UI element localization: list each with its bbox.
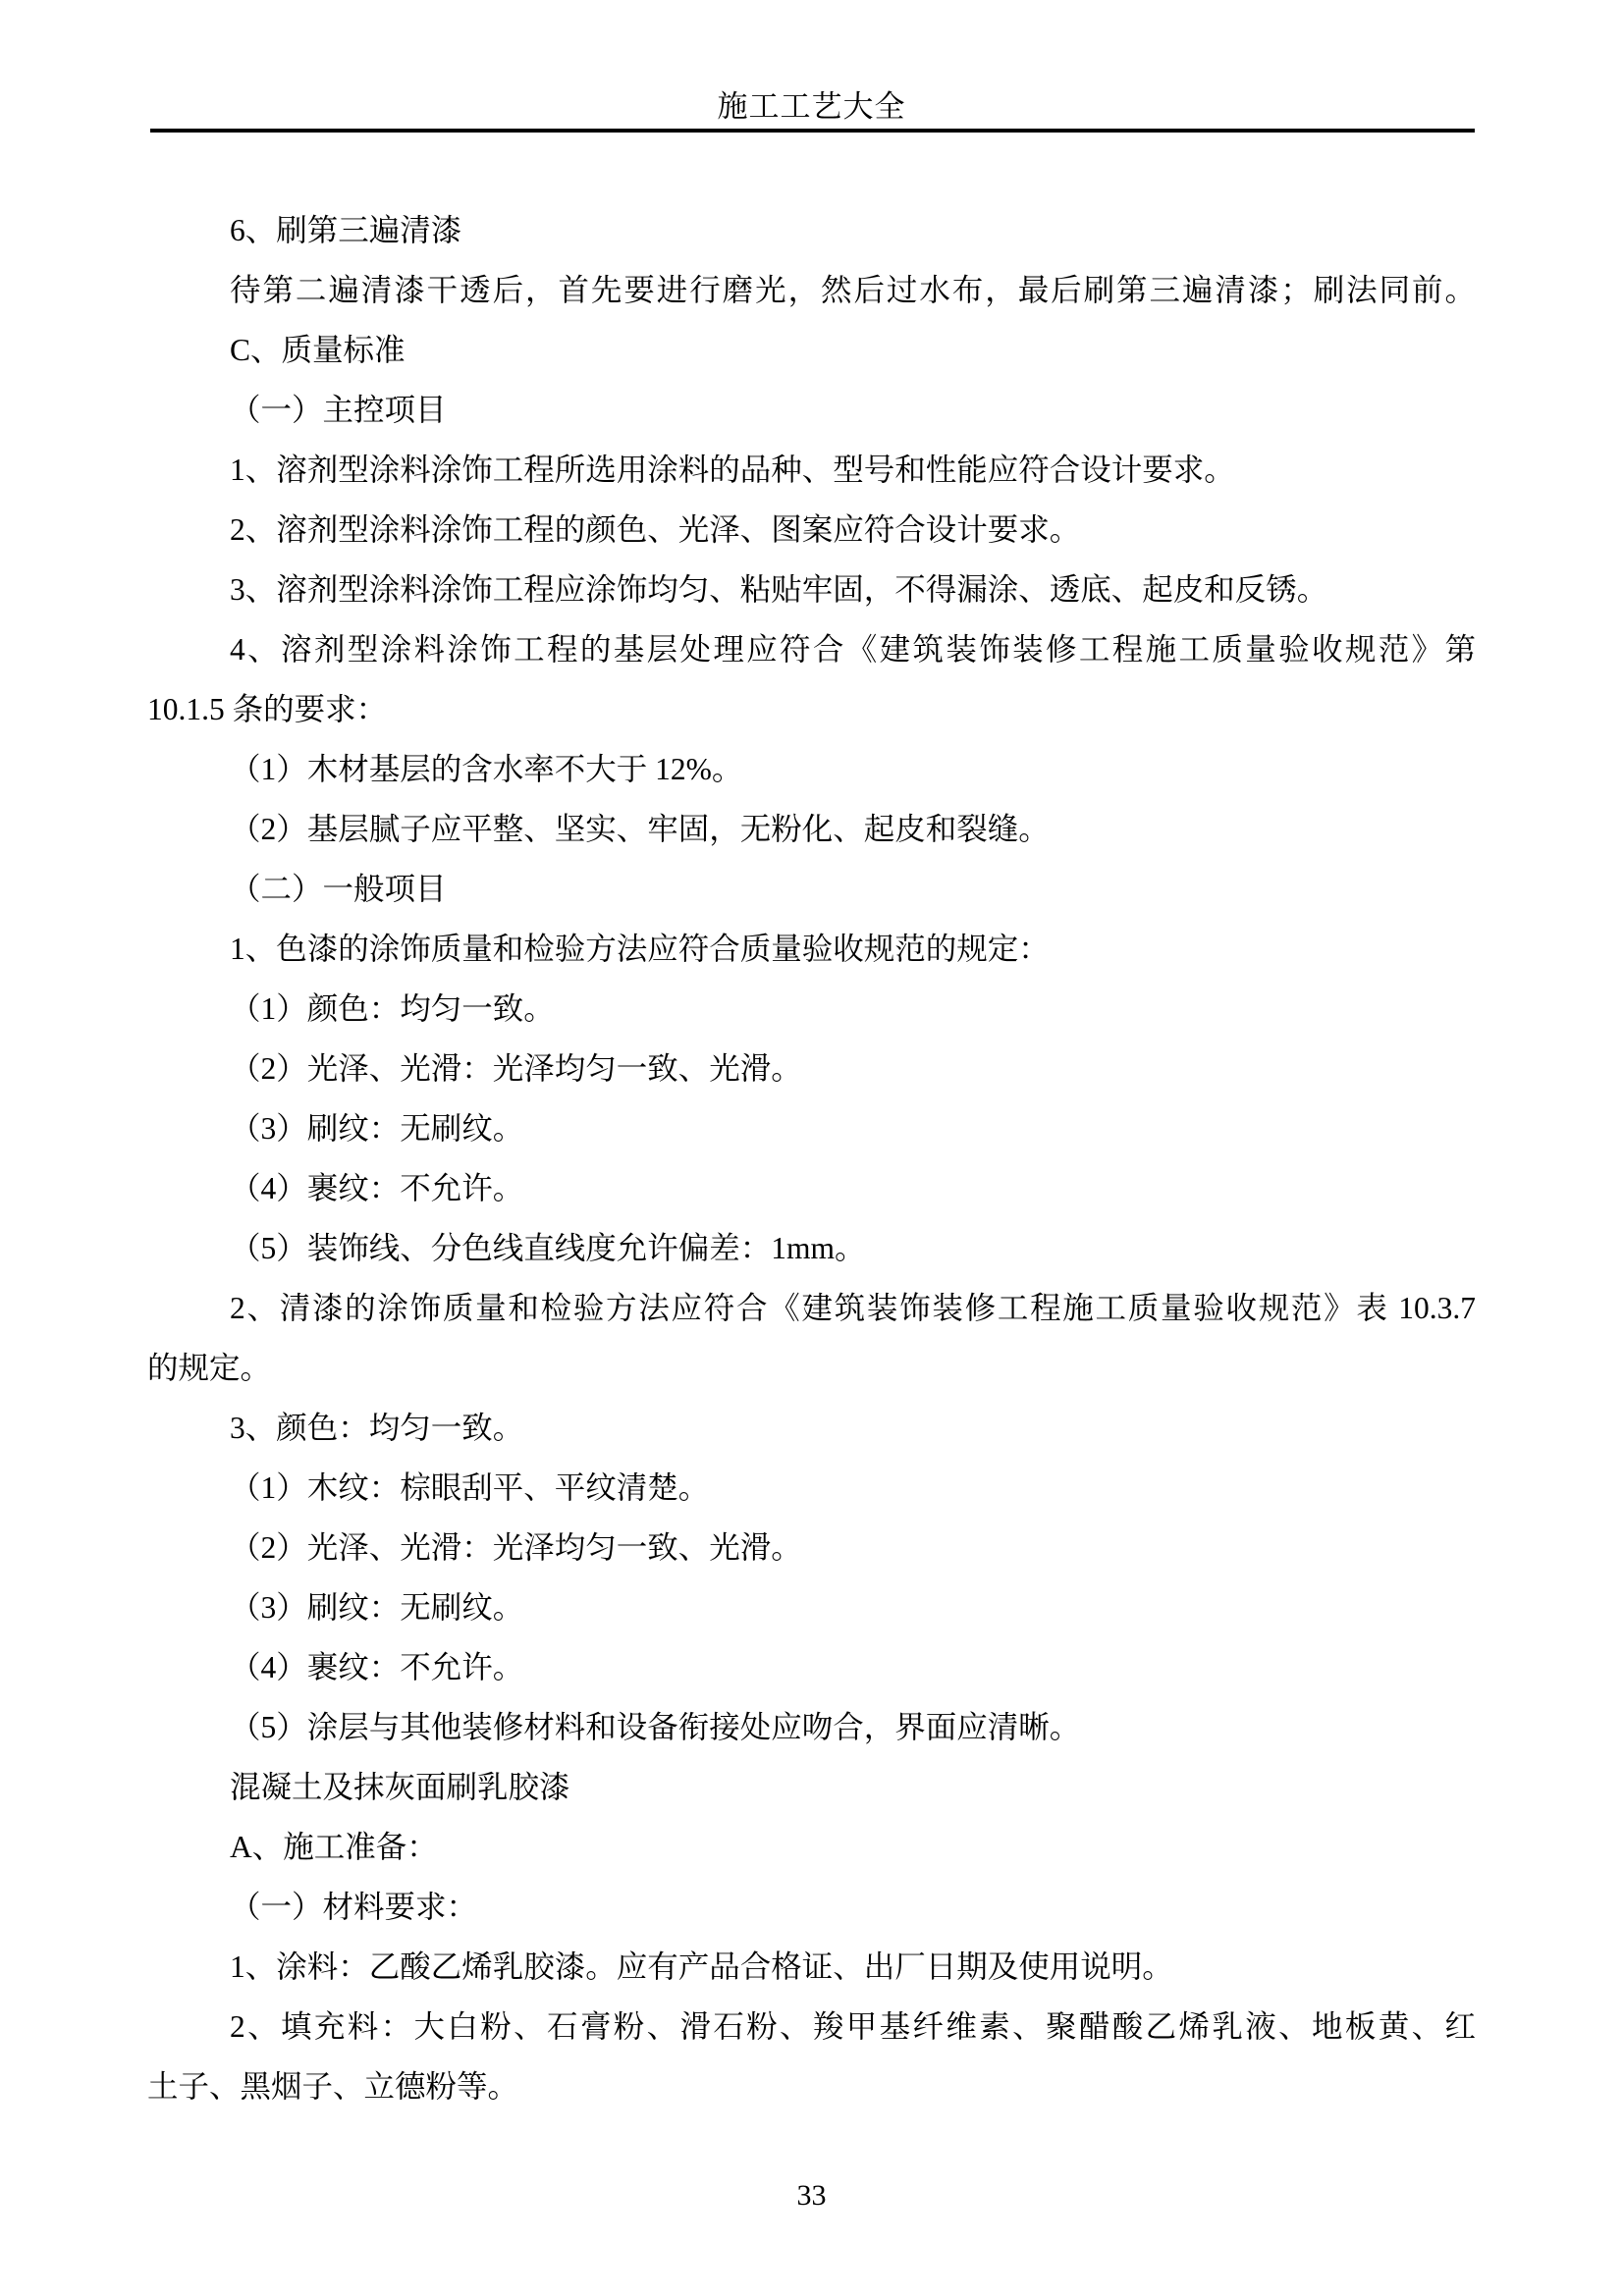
text-line: （1）木纹：棕眼刮平、平纹清楚。: [230, 1470, 710, 1505]
text-line: A、施工准备：: [230, 1830, 438, 1864]
text-line: （一）材料要求：: [230, 1890, 478, 1924]
document-body: [147, 200, 1476, 2116]
text-line: 土子、黑烟子、立德粉等。: [147, 2069, 519, 2104]
text-line: 混凝土及抹灰面刷乳胶漆: [230, 1770, 570, 1804]
text-line: （1）木材基层的含水率不大于 12%。: [230, 752, 743, 786]
text-line: 6、刷第三遍清漆: [230, 213, 462, 247]
text-line: 3、颜色：均匀一致。: [230, 1411, 524, 1445]
page-number: 33: [796, 2179, 827, 2212]
text-line: 的规定。: [147, 1351, 272, 1385]
text-line: （5）装饰线、分色线直线度允许偏差：1mm。: [230, 1231, 866, 1265]
text-line: （二）一般项目: [230, 872, 447, 906]
text-line: （4）裹纹：不允许。: [230, 1650, 524, 1684]
text-line: 4、溶剂型涂料涂饰工程的基层处理应符合《建筑装饰装修工程施工质量验收规范》第: [230, 632, 1476, 667]
text-line: （5）涂层与其他装修材料和设备衔接处应吻合，界面应清晰。: [230, 1710, 1081, 1744]
text-line: 1、色漆的涂饰质量和检验方法应符合质量验收规范的规定：: [230, 932, 1050, 966]
text-line: （2）光泽、光滑：光泽均匀一致、光滑。: [230, 1051, 802, 1086]
text-line: （3）刷纹：无刷纹。: [230, 1111, 524, 1146]
document-header-title: 施工工艺大全: [717, 89, 906, 124]
text-line: 3、溶剂型涂料涂饰工程应涂饰均匀、粘贴牢固，不得漏涂、透底、起皮和反锈。: [230, 572, 1328, 607]
text-line: （3）刷纹：无刷纹。: [230, 1590, 524, 1625]
text-line: 2、溶剂型涂料涂饰工程的颜色、光泽、图案应符合设计要求。: [230, 512, 1081, 547]
text-line: （2）基层腻子应平整、坚实、牢固，无粉化、起皮和裂缝。: [230, 812, 1050, 846]
text-line: 1、涂料：乙酸乙烯乳胶漆。应有产品合格证、出厂日期及使用说明。: [230, 1949, 1173, 1984]
text-line: 待第二遍清漆干透后，首先要进行磨光，然后过水布，最后刷第三遍清漆；刷法同前。: [230, 273, 1476, 307]
text-line: 2、清漆的涂饰质量和检验方法应符合《建筑装饰装修工程施工质量验收规范》表 10.3.7: [230, 1291, 1476, 1325]
text-line: （2）光泽、光滑：光泽均匀一致、光滑。: [230, 1530, 802, 1565]
header-rule: [150, 129, 1475, 133]
text-line: （1）颜色：均匀一致。: [230, 991, 555, 1026]
text-line: C、质量标准: [230, 333, 406, 367]
text-line: 2、填充料：大白粉、石膏粉、滑石粉、羧甲基纤维素、聚醋酸乙烯乳液、地板黄、红: [230, 2009, 1476, 2044]
text-line: 10.1.5 条的要求：: [147, 692, 388, 726]
text-line: 1、溶剂型涂料涂饰工程所选用涂料的品种、型号和性能应符合设计要求。: [230, 453, 1235, 487]
text-line: （4）裹纹：不允许。: [230, 1171, 524, 1205]
text-line: （一）主控项目: [230, 393, 447, 427]
